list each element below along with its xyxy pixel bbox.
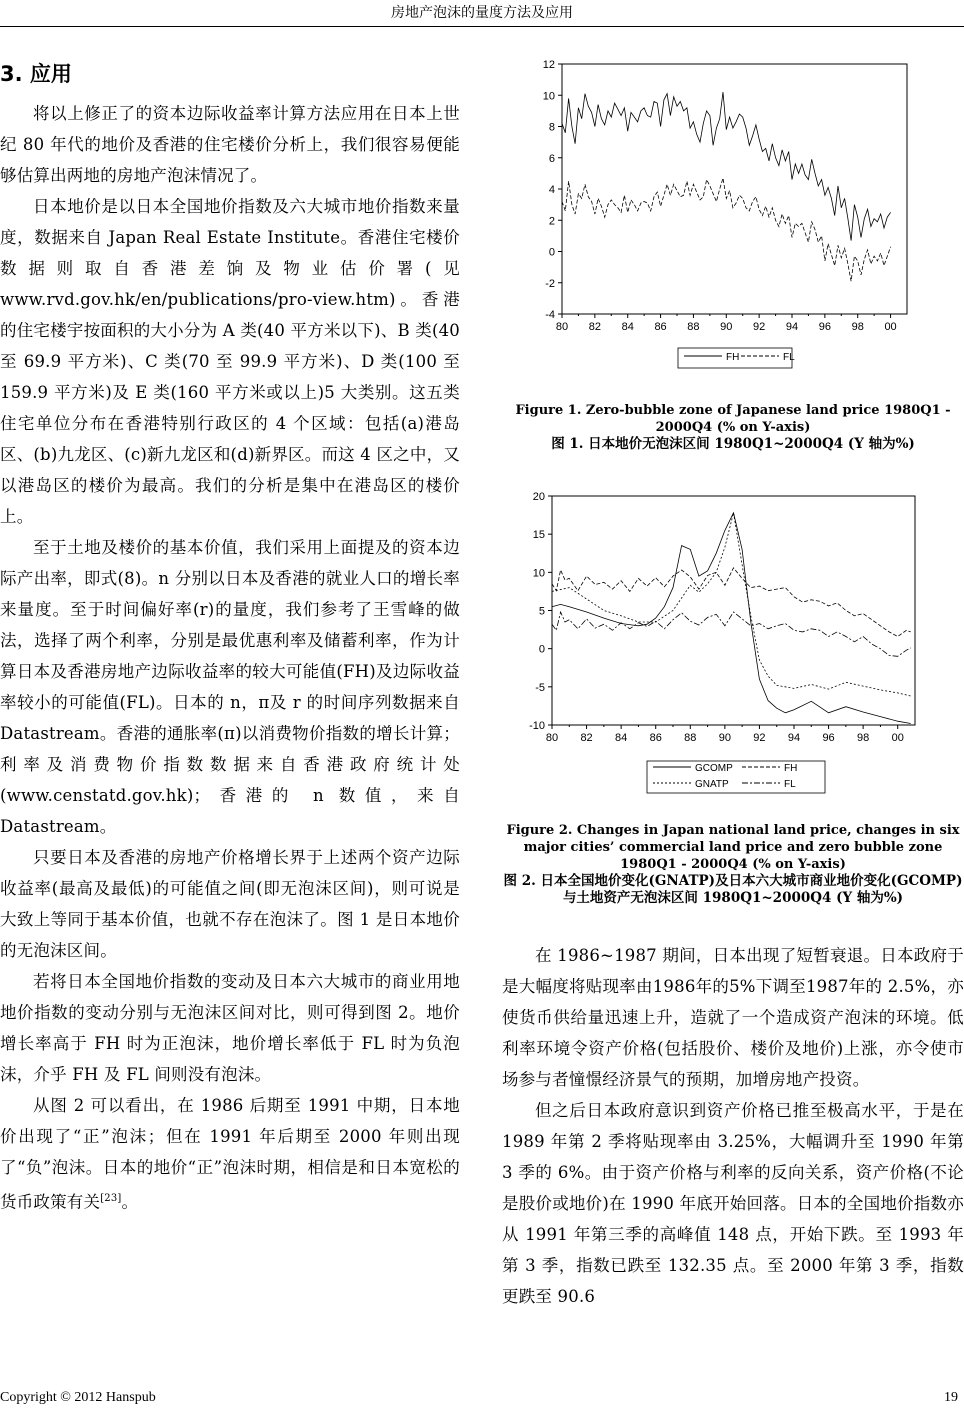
- series-line-fh: [552, 568, 911, 637]
- legend-label-fh: FH: [726, 352, 740, 363]
- paragraph: 只要日本及香港的房地产价格增长界于上述两个资产边际收益率(最高及最低)的可能值之间(即无泡沫区间)，则可说是大致上等同于基本价值，也就不存在泡沫了。图 1 是日本地价的无泡沫区间。: [0, 848, 460, 960]
- y-tick-label: 20: [532, 491, 545, 503]
- running-head: 房地产泡沫的量度方法及应用: [391, 5, 573, 21]
- citation-ref[interactable]: [23]: [100, 1193, 122, 1204]
- paragraph: 至于土地及楼价的基本价值，我们采用上面提及的资本边际产出率，即式(8)。n 分别以日本及香港的就业人口的增长率来量度。至于时间偏好率(r)的量度，我们参考了王雪峰的做法，选择了两个利率，分别是最优惠利率及储蓄利率，作为计算日本及香港房地产边际收益率的较大可能值(FH)及边际收益率较小的可能值(FL)。日本的 n，π及 r 的时间序列数据来自 Datastream。香港的通胀率(π)以消费物价指数的增长计算；利率及消费物价指数数据来自香港政府统计处(www.censtatd.gov.hk)；香港的 n 数值，来自 Datastream。: [0, 538, 460, 836]
- figure2-caption-zh: 图 2. 日本全国地价变化(GNATP)及日本六大城市商业地价变化(GCOMP)与土地资产无泡沫区间 1980Q1~2000Q4 (Y 轴为%): [503, 873, 963, 906]
- paragraph-text: 从图 2 可以看出，在 1986 后期至 1991 中期，日本地价出现了“正”泡沫；但在 1991 年后期至 2000 年则出现了“负”泡沫。日本的地价“正”泡沫时期，相信是和日本宽松的货币政策有关: [0, 1096, 460, 1212]
- legend-label-gcomp: GCOMP: [695, 763, 733, 774]
- paragraph: 若将日本全国地价指数的变动及日本六大城市的商业用地地价指数的变动分别与无泡沫区间对比，则可得到图 2。地价增长率高于 FH 时为正泡沫，地价增长率低于 FL 时为负泡沫，介乎 FH 及 FL 间则没有泡沫。: [0, 972, 460, 1084]
- x-tick-label: 82: [588, 321, 601, 333]
- paragraph-last: [0, 1090, 460, 1218]
- x-tick-label: 88: [687, 321, 700, 333]
- x-tick-label: 00: [891, 732, 904, 744]
- y-tick-label: -2: [545, 277, 555, 290]
- figure1-caption-zh: 图 1. 日本地价无泡沫区间 1980Q1~2000Q4 (Y 轴为%): [551, 436, 915, 452]
- plot-frame: [562, 64, 907, 314]
- figure1-caption-en: Figure 1. Zero-bubble zone of Japanese land price 1980Q1 - 2000Q4 (% on Y-axis): [515, 403, 951, 435]
- x-tick-label: 00: [884, 321, 897, 333]
- left-column: [0, 58, 460, 1218]
- running-head-rule: [0, 26, 964, 27]
- page-number: 19: [944, 1390, 958, 1405]
- x-tick-label: 86: [654, 321, 667, 333]
- x-tick-label: 94: [787, 732, 801, 744]
- series-line-gcomp: [552, 513, 911, 724]
- x-tick-label: 84: [621, 321, 634, 333]
- legend-box: [647, 761, 825, 793]
- y-tick-label: 8: [548, 121, 555, 134]
- figure2-chart: [502, 482, 964, 800]
- y-tick-label: 2: [548, 215, 555, 228]
- legend-label-gnatp: GNATP: [695, 779, 729, 790]
- y-tick-label: 5: [538, 605, 545, 618]
- y-tick-label: 15: [532, 529, 545, 542]
- copyright: Copyright © 2012 Hanspub: [0, 1390, 156, 1405]
- x-tick-label: 90: [720, 321, 733, 333]
- paragraph: 日本地价是以日本全国地价指数及六大城市地价指数来量度，数据来自 Japan Real Estate Institute。香港住宅楼价数据则取自香港差饷及物业估价署(见www.rvd.gov.hk/en/publications/pro-view.htm)。香港的住宅楼宇按面积的大小分为 A 类(40 平方米以下)、B 类(40 至 69.9 平方米)、C 类(70 至 99.9 平方米)、D 类(100 至 159.9 平方米)及 E 类(160 平方米或以上)5 大类别。这五类住宅单位分布在香港特别行政区的 4 个区域：包括(a)港岛区、(b)九龙区、(c)新九龙区和(d)新界区。而这 4 区之中，又以港岛区的楼价为最高。我们的分析是集中在港岛区的楼价上。: [0, 197, 460, 526]
- y-tick-label: 0: [538, 643, 545, 656]
- x-tick-label: 84: [615, 732, 628, 744]
- x-tick-label: 80: [555, 321, 569, 333]
- legend-label-fl: FL: [784, 779, 796, 790]
- x-tick-label: 98: [851, 321, 864, 333]
- x-tick-label: 86: [649, 732, 662, 744]
- y-tick-label: -5: [535, 681, 545, 694]
- y-tick-label: 10: [532, 567, 545, 580]
- x-tick-label: 96: [818, 321, 831, 333]
- series-line-gnatp: [552, 513, 911, 696]
- series-line-fl: [562, 178, 891, 281]
- figure1-caption: [502, 402, 964, 453]
- x-tick-label: 98: [857, 732, 870, 744]
- plot-frame: [552, 496, 915, 725]
- y-tick-label: 6: [548, 152, 555, 165]
- x-tick-label: 92: [753, 732, 766, 744]
- x-tick-label: 88: [684, 732, 697, 744]
- x-tick-label: 90: [718, 732, 731, 744]
- y-tick-label: -4: [545, 309, 555, 321]
- right-column: [502, 940, 964, 1312]
- y-tick-label: 0: [548, 246, 555, 259]
- paragraph: 但之后日本政府意识到资产价格已推至极高水平，于是在 1989 年第 2 季将贴现率由 3.25%，大幅调升至 1990 年第 3 季的 6%。由于资产价格与利率的反向关系，资产价格(不论是股价或地价)在 1990 年底开始回落。日本的全国地价指数亦从 1991 年第三季的高峰值 148 点，开始下跌。至 1993 年第 3 季，指数已跌至 132.35 点。至 2000 年第 3 季，指数更跌至 90.6: [502, 1101, 964, 1306]
- paragraph-end: 。: [121, 1192, 139, 1212]
- paragraph: 将以上修正了的资本边际收益率计算方法应用在日本上世纪 80 年代的地价及香港的住宅楼价分析上，我们很容易便能够估算出两地的房地产泡沫情况了。: [0, 104, 460, 185]
- paragraph: 在 1986~1987 期间，日本出现了短暂衰退。日本政府于是大幅度将贴现率由1986年的5%下调至1987年的 2.5%，亦使货币供给量迅速上升，造就了一个造成资产泡沫的环境。低利率环境令资产价格(包括股价、楼价及地价)上涨，亦令使市场参与者憧憬经济景气的预期，加增房地产投资。: [502, 946, 964, 1089]
- y-tick-label: -10: [529, 720, 545, 732]
- y-tick-label: 4: [548, 184, 555, 196]
- y-tick-label: 10: [542, 90, 555, 103]
- figure2-caption: [502, 822, 964, 907]
- x-tick-label: 80: [545, 732, 559, 744]
- x-tick-label: 96: [822, 732, 835, 744]
- section-title: 3. 应用: [0, 62, 72, 86]
- series-line-fh: [562, 92, 891, 241]
- figure2-caption-en: Figure 2. Changes in Japan national land price, changes in six major cities’ commercial land price and zero bubble zone 1980Q1 - 2000Q4 (% on Y-axis): [506, 823, 960, 872]
- legend-label-fl: FL: [783, 352, 795, 363]
- x-tick-label: 82: [580, 732, 593, 744]
- legend-label-fh: FH: [784, 763, 798, 774]
- y-tick-label: 12: [542, 59, 555, 71]
- figure1-chart: [502, 52, 964, 374]
- x-tick-label: 94: [785, 321, 799, 333]
- x-tick-label: 92: [753, 321, 766, 333]
